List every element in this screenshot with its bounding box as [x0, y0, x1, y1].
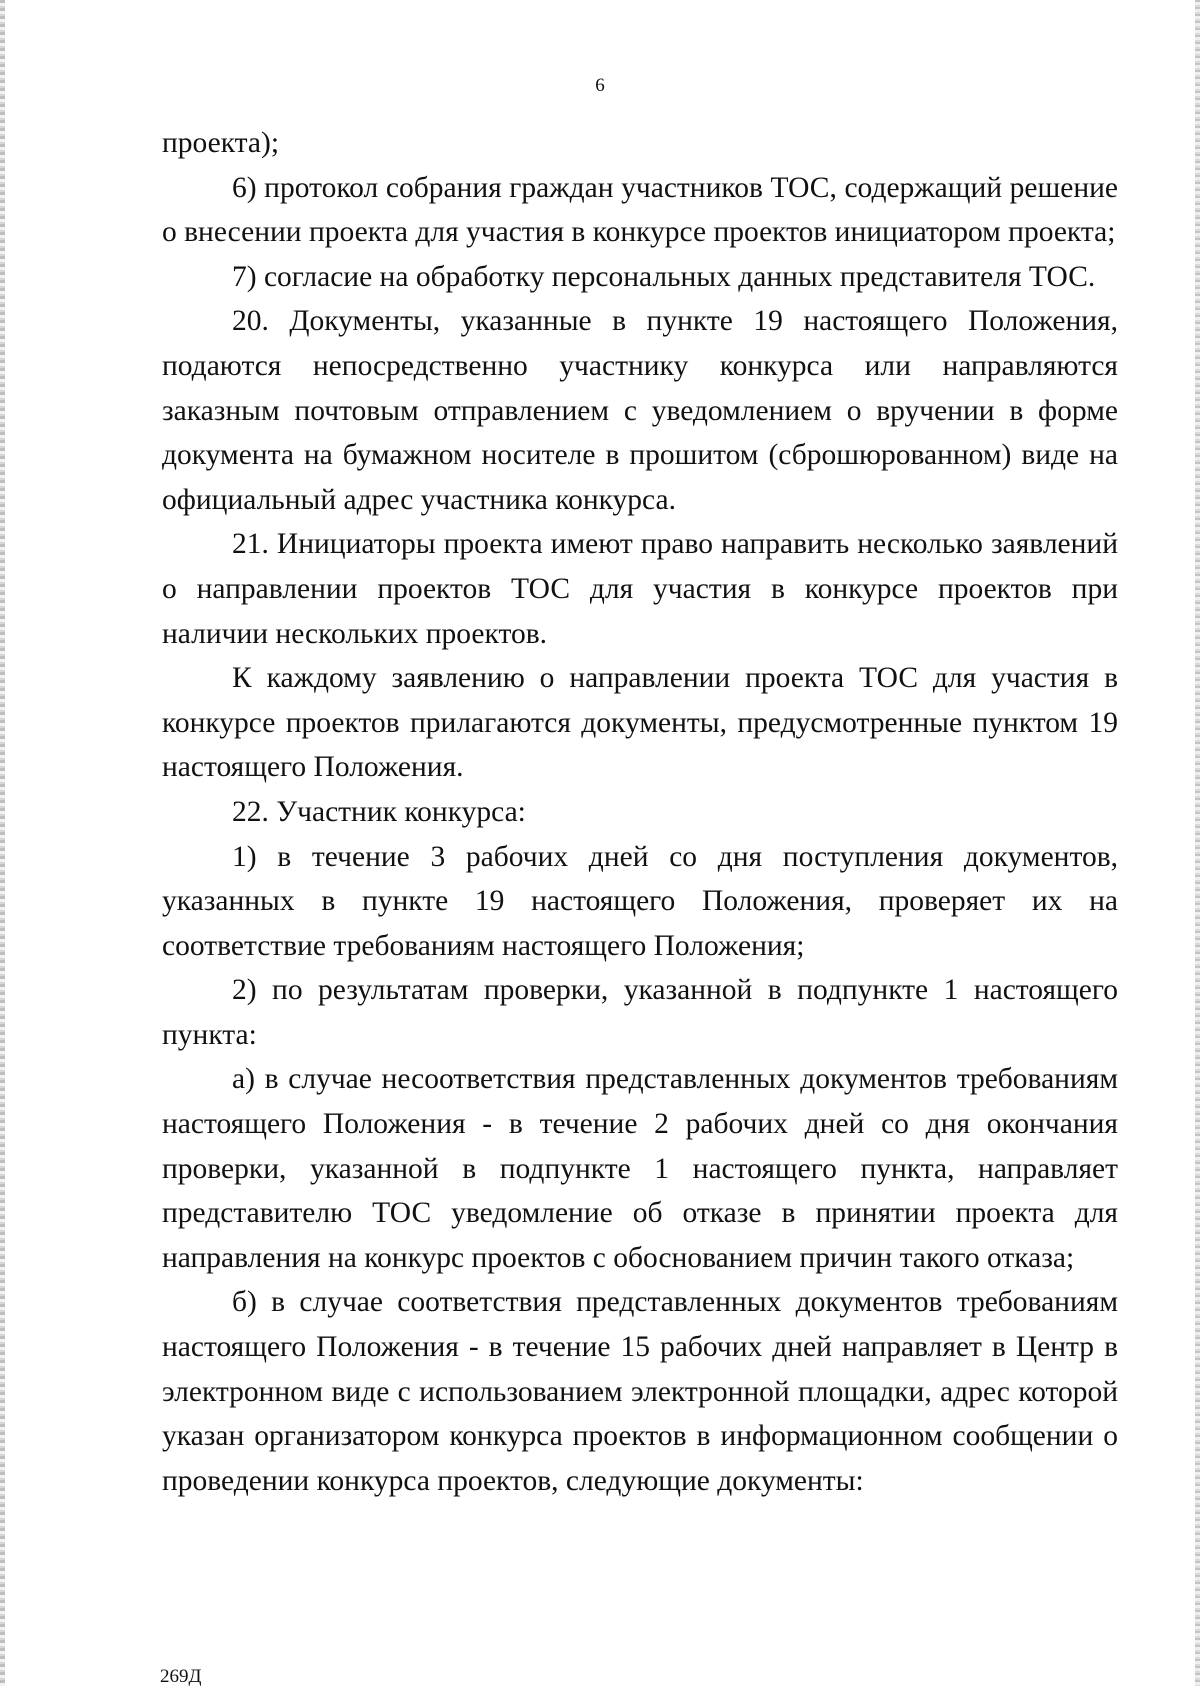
paragraph-subitem-2: 2) по результатам проверки, указанной в подпункте 1 настоящего пункта:: [162, 974, 1118, 1051]
paragraph-item-6: 6) протокол собрания граждан участников ТОС, содержащий решение о внесении проекта для участия в конкурсе проектов инициатором проекта;: [162, 171, 1118, 249]
paragraph-subitem-a: а) в случае несоответствия представленных документов требованиям настоящего Положения - в течение 2 рабочих дней со дня окончания проверки, указанной в подпункте 1 настоящего пункта, направляет представителю ТОС уведомление об отказе в принятии проекта для направления на конкурс проектов с обоснованием причин такого отказа;: [162, 1063, 1118, 1274]
scan-edge-left: [0, 0, 5, 1686]
paragraph-item-7: 7) согласие на обработку персональных данных представителя ТОС.: [232, 260, 1096, 293]
document-footer-code: 269Д: [160, 1666, 202, 1687]
paragraph-subitem-b: б) в случае соответствия представленных документов требованиям настоящего Положения - в течение 15 рабочих дней направляет в Центр в электронном виде с использованием электронной площадки, адрес которой указан организатором конкурса проектов в информационном сообщении о проведении конкурса проектов, следующие документы:: [162, 1286, 1118, 1497]
paragraph-clause-21: 21. Инициаторы проекта имеют право направить несколько заявлений о направлении проектов ТОС для участия в конкурсе проектов при наличии нескольких проектов.: [162, 528, 1118, 650]
paragraph-clause-20: 20. Документы, указанные в пункте 19 настоящего Положения, подаются непосредственно участнику конкурса или направляются заказным почтовым отправлением с уведомлением о вручении в форме документа на бумажном носителе в прошитом (сброшюрованном) виде на официальный адрес участника конкурса.: [162, 305, 1118, 516]
paragraph-continuation: проекта);: [162, 127, 280, 159]
paragraph-clause-21-attachments: К каждому заявлению о направлении проекта ТОС для участия в конкурсе проектов прилагаются документы, предусмотренные пунктом 19 настоящего Положения.: [162, 662, 1118, 784]
paragraph-subitem-1: 1) в течение 3 рабочих дней со дня поступления документов, указанных в пункте 19 настоящего Положения, проверяет их на соответствие требованиям настоящего Положения;: [162, 840, 1118, 962]
paragraph-clause-22: 22. Участник конкурса:: [232, 795, 526, 828]
page-number: 6: [595, 75, 605, 96]
document-body: [162, 121, 1118, 1503]
scan-edge-right: [1195, 0, 1200, 1686]
